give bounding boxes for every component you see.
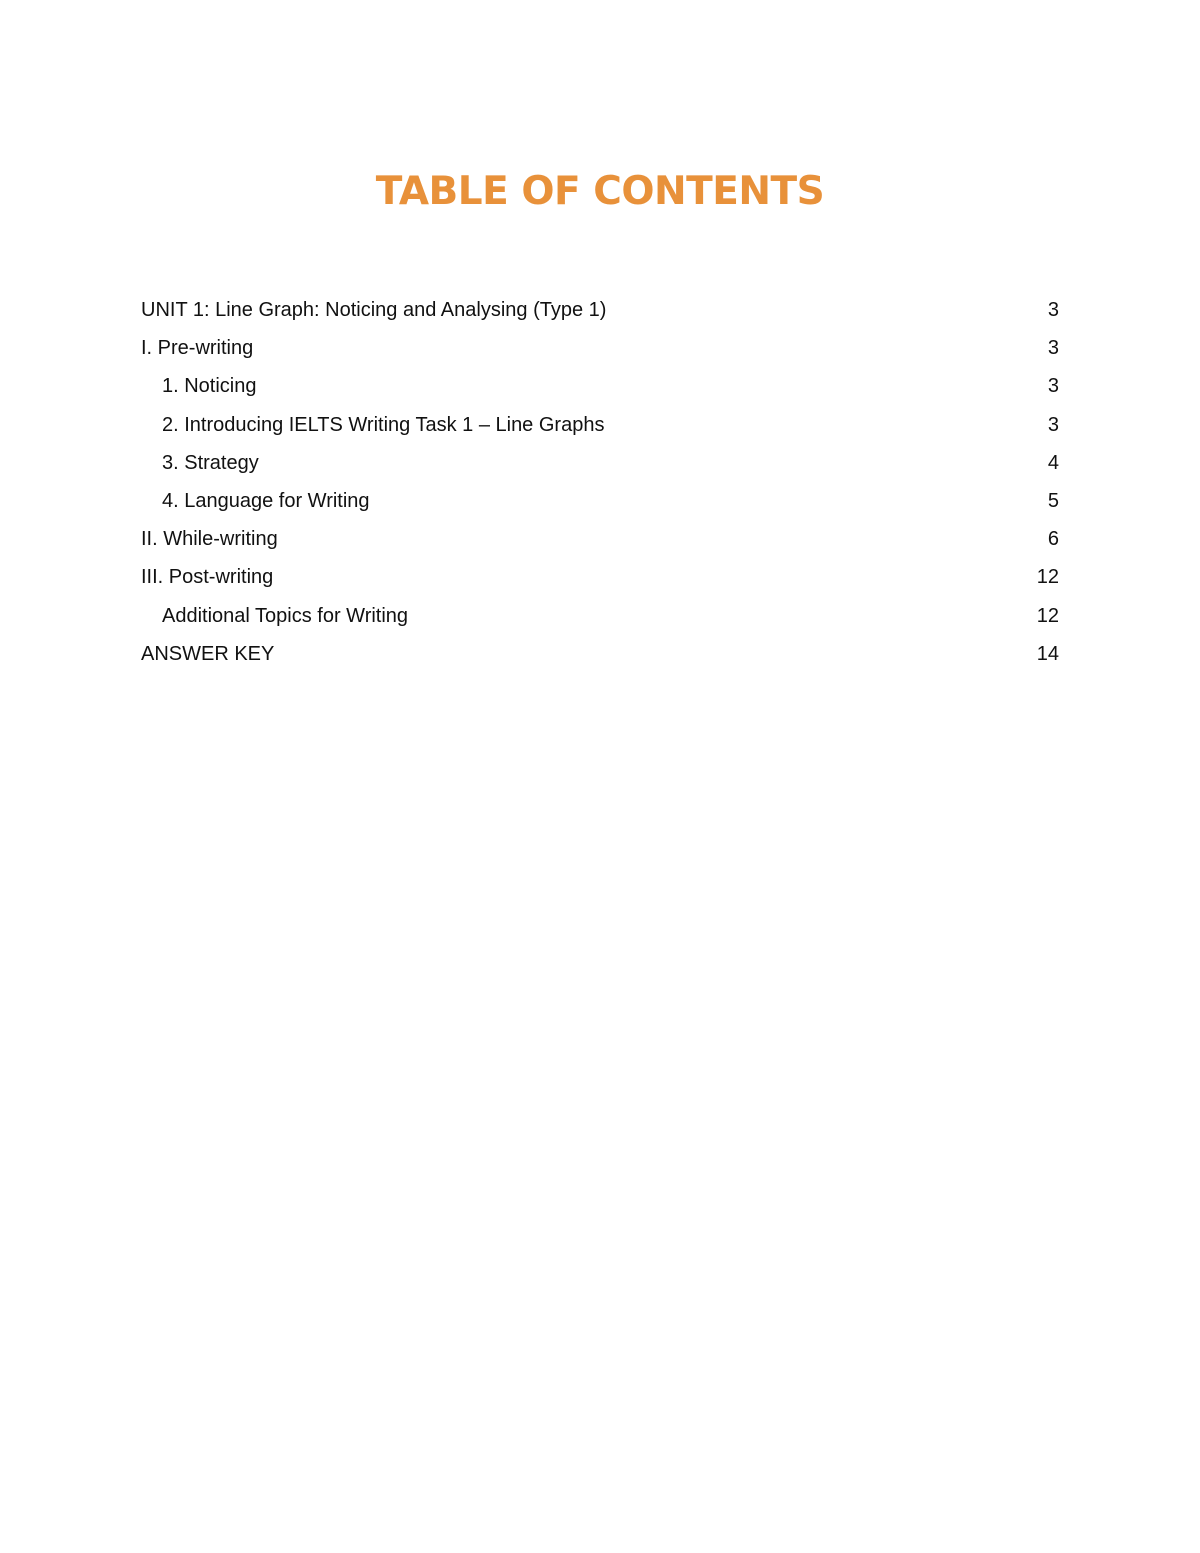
toc-entry-pre-writing[interactable] xyxy=(141,329,1059,367)
toc-entry-label: 1. Noticing xyxy=(162,375,257,398)
toc-entry-page-number: 4 xyxy=(1047,451,1059,474)
toc-entry-label: Additional Topics for Writing xyxy=(162,604,409,627)
toc-entry-label: 4. Language for Writing xyxy=(162,489,370,512)
toc-entry-page-number: 3 xyxy=(1047,337,1059,360)
toc-entry-page-number: 6 xyxy=(1047,528,1059,551)
toc-entry-label: II. While-writing xyxy=(141,528,278,551)
toc-entry-label: ANSWER KEY xyxy=(141,642,275,665)
toc-entry-page-number: 3 xyxy=(1047,413,1059,436)
toc-entry-label: 2. Introducing IELTS Writing Task 1 – Line Graphs xyxy=(162,413,605,436)
toc-entry-label: 3. Strategy xyxy=(162,451,259,474)
toc-entry-label: III. Post-writing xyxy=(141,566,274,589)
toc-entry-page-number: 14 xyxy=(1036,642,1059,665)
toc-entry-language-for-writing[interactable] xyxy=(141,482,1059,520)
toc-entry-page-number: 12 xyxy=(1036,566,1059,589)
page-title: TABLE OF CONTENTS xyxy=(375,169,825,214)
toc-entry-additional-topics[interactable] xyxy=(141,597,1059,635)
toc-entry-unit-1[interactable] xyxy=(141,291,1059,329)
toc-entry-noticing[interactable] xyxy=(141,367,1059,405)
toc-entry-page-number: 5 xyxy=(1047,489,1059,512)
toc-entry-page-number: 12 xyxy=(1036,604,1059,627)
toc-entry-page-number: 3 xyxy=(1047,375,1059,398)
toc-list xyxy=(141,291,1059,673)
toc-entry-strategy[interactable] xyxy=(141,444,1059,482)
toc-entry-label: I. Pre-writing xyxy=(141,337,254,360)
toc-entry-page-number: 3 xyxy=(1047,299,1059,321)
toc-entry-answer-key[interactable] xyxy=(141,635,1059,673)
toc-entry-while-writing[interactable] xyxy=(141,520,1059,558)
toc-entry-introducing-ielts[interactable] xyxy=(141,406,1059,444)
toc-entry-post-writing[interactable] xyxy=(141,558,1059,596)
toc-entry-label: UNIT 1: Line Graph: Noticing and Analysing (Type 1) xyxy=(141,299,607,321)
